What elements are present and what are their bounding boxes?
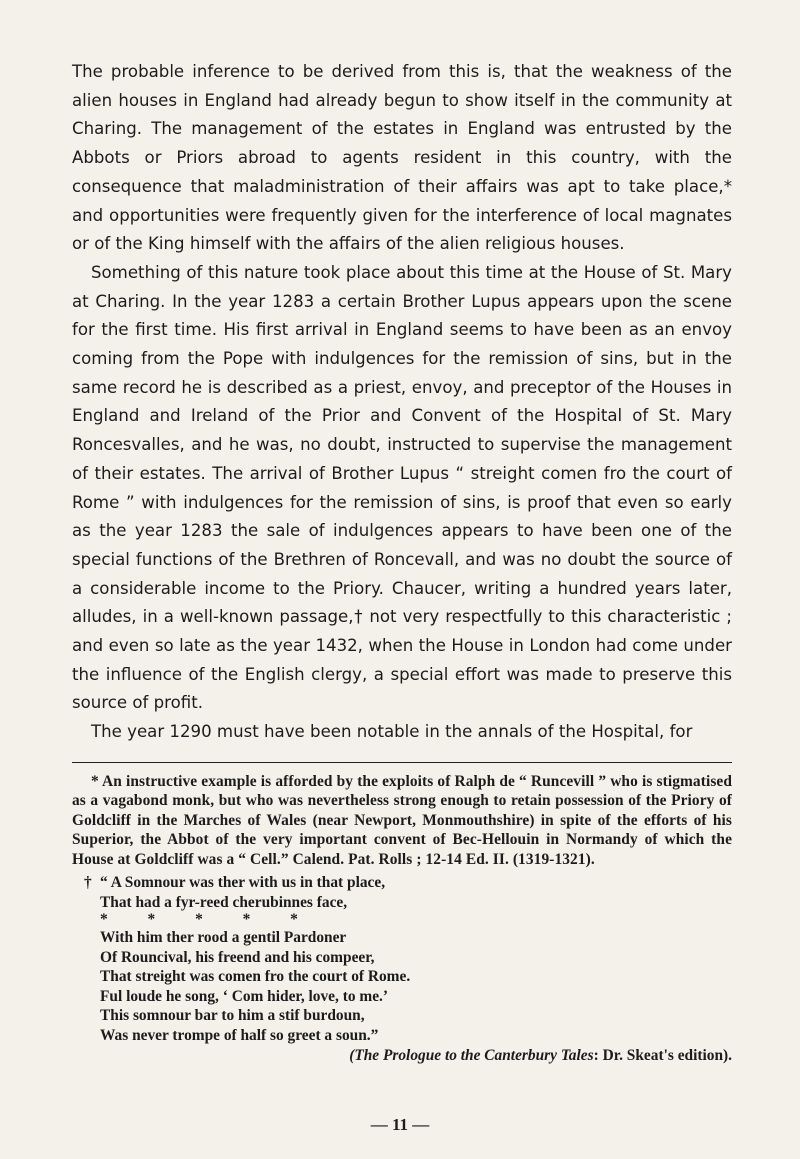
- verse-line: This somnour bar to him a stif burdoun,: [100, 1007, 365, 1025]
- page-number: — 11 —: [370, 1115, 430, 1134]
- citation-title: (The Prologue to the Canterbury Tales: [349, 1047, 594, 1065]
- footnote-1: * An instructive example is afforded by the exploits of Ralph de “ Runcevill ” who is stigmatised as a vagabond monk, but who was nevertheless strong enough to retain possession of the Priory of Goldcliff in the Marches of Wales (near Newport, Monmouthshire) in spite of the efforts of his Superior, the Abbot of the very important convent of Bec-Hellouin in Normandy of which the House at Goldcliff was a “ Cell.” Calend. Pat. Rolls ; 12-14 Ed. II. (1319-1321).: [72, 772, 732, 868]
- verse-line: That streight was comen fro the court of Rome.: [100, 968, 411, 986]
- verse-line: That had a fyr-reed cherubinnes face,: [100, 893, 348, 911]
- verse-line: Ful loude he song, ‘ Com hider, love, to me.’: [100, 987, 389, 1005]
- paragraph-3: The year 1290 must have been notable in the annals of the Hospital, for: [91, 722, 693, 742]
- ellipsis-stars: * * * * *: [100, 911, 298, 929]
- footnote-2-marker: †: [84, 874, 92, 892]
- main-text: [72, 58, 732, 747]
- verse-citation: [100, 1046, 732, 1066]
- paragraph-1: The probable inference to be derived from this is, that the weakness of the alien houses in England had already begun to show itself in the community at Charing. The management of the estates in England was entrusted by the Abbots or Priors abroad to agents resident in this country, with the consequence that maladministration of their affairs was apt to take place,* and opportunities were frequently given for the interference of local magnates or of the King himself with the affairs of the alien religious houses.: [72, 62, 732, 254]
- verse-line: † “ A Somnour was ther with us in that place,: [84, 874, 386, 892]
- paragraph-2: Something of this nature took place about this time at the House of St. Mary at Charing. In the year 1283 a certain Brother Lupus appears upon the scene for the first time. His first arrival in England seems to have been as an envoy coming from the Pope with indulgences for the remission of sins, but in the same record he is described as a priest, envoy, and preceptor of the Houses in England and Ireland of the Prior and Convent of the Hospital of St. Mary Roncesvalles, and he was, no doubt, instructed to supervise the management of their estates. The arrival of Brother Lupus “ streight comen fro the court of Rome ” with indulgences for the remission of sins, is proof that even so early as the year 1283 the sale of indulgences appears to have been one of the special functions of the Brethren of Roncevall, and was no doubt the source of a considerable income to the Priory. Chaucer, writing a hundred years later, alludes, in a well-known passage,† not very respectfully to this characteristic ; and even so late as the year 1432, when the House in London had come under the influence of the English clergy, a special effort was made to preserve this source of profit.: [72, 262, 732, 713]
- footnote-2-verse: [84, 873, 732, 1066]
- page: [72, 58, 732, 1066]
- verse-line: Of Rouncival, his freend and his compeer,: [100, 948, 375, 966]
- footnotes: [72, 772, 732, 1066]
- verse-line: Was never trompe of half so greet a soun.”: [100, 1026, 379, 1044]
- citation-source: : Dr. Skeat's edition).: [593, 1047, 732, 1065]
- verse-line: With him ther rood a gentil Pardoner: [100, 929, 347, 947]
- footnote-divider: [72, 762, 732, 763]
